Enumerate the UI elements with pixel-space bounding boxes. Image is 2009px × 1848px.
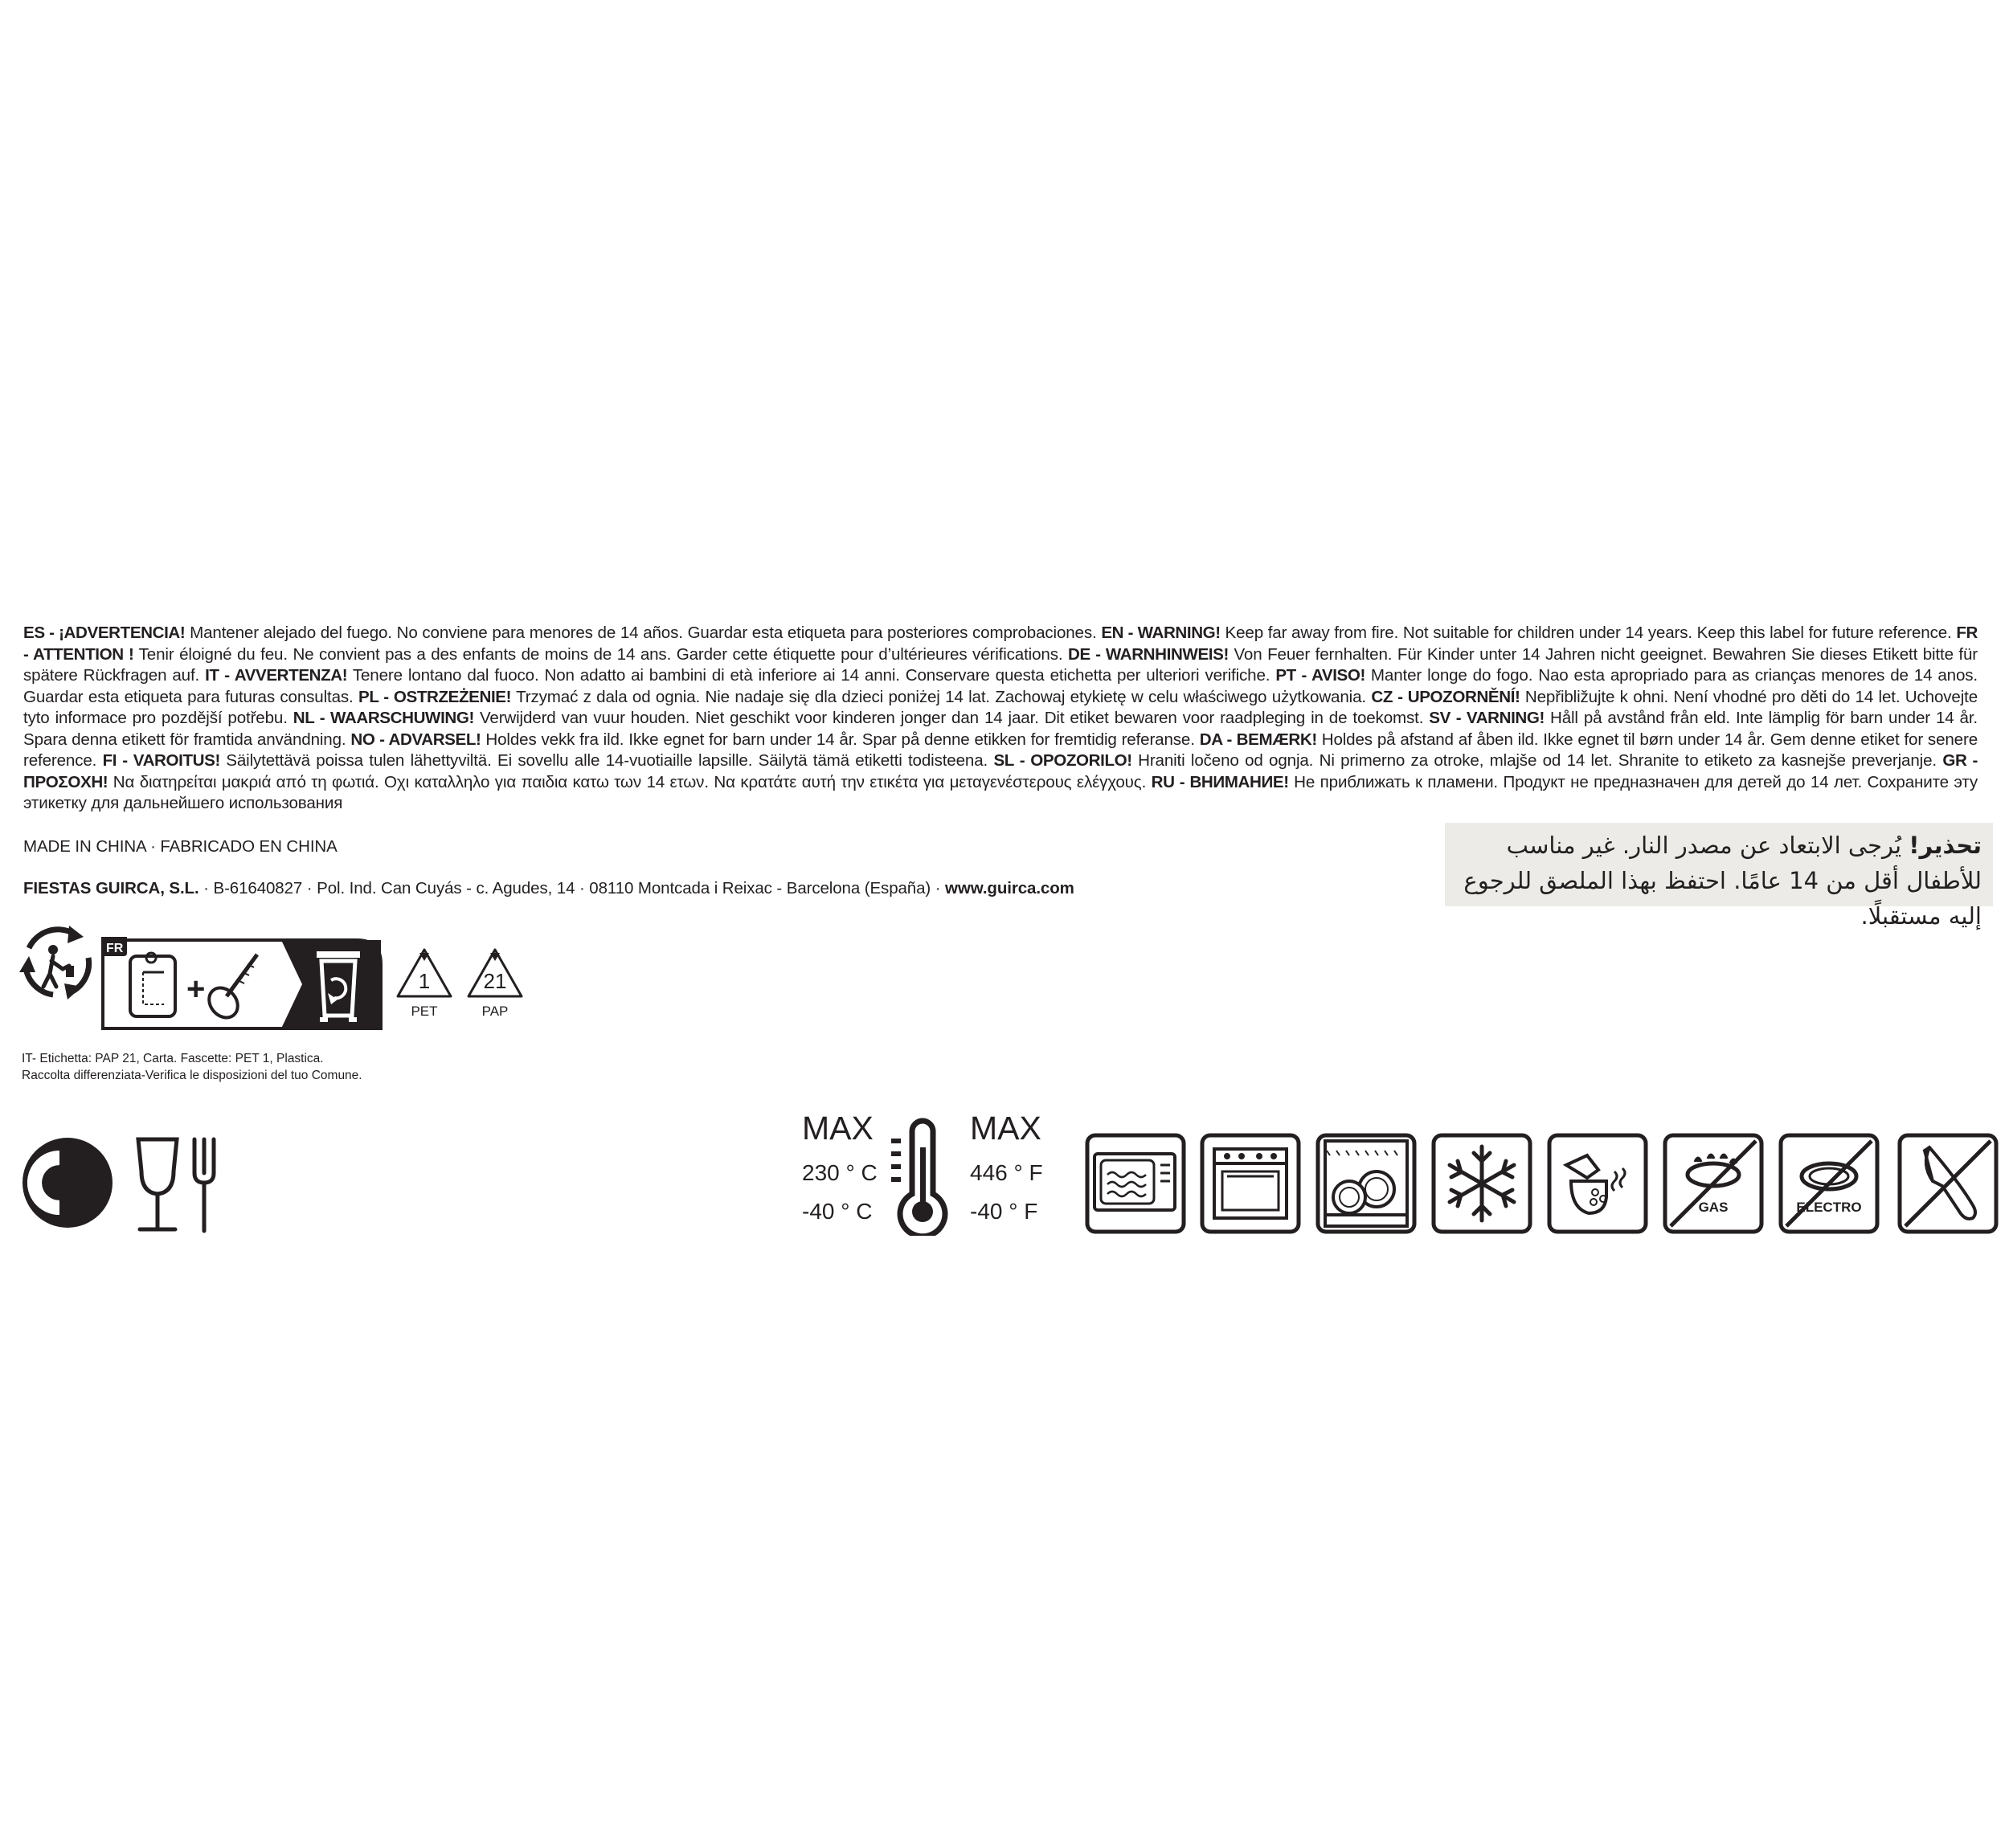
warning-text-sl: Hraniti ločeno od ognja. Ni primerno za otroke, mlajše od 14 let. Shranite to etiketo za kasnejše preverjanje. <box>1131 751 1943 770</box>
freezer-icon <box>1434 1135 1530 1232</box>
pap-label: PAP <box>481 1004 509 1019</box>
temp-max-fahrenheit: 446 ° F <box>970 1160 1043 1185</box>
no-knife-icon <box>1900 1135 1996 1232</box>
food-safe-icon <box>138 1139 214 1231</box>
warning-label-fr: FR - ATTENTION ! <box>23 623 1978 664</box>
arabic-warning-label: تحذير! <box>1909 832 1982 859</box>
temp-max-celsius: 230 ° C <box>802 1160 878 1185</box>
warning-text-fr: Tenir éloigné du feu. Ne convient pas a des enfants de moins de 14 ans. Garder cette étiquette pour d’ultérieures vérifications. <box>133 644 1068 664</box>
pap-code: 21 <box>483 969 507 993</box>
warning-text-da: Holdes på afstand af åben ild. Ikke egnet til børn under 14 år. Gem denne etiket for senere reference. <box>23 730 1978 770</box>
warning-label-pt: PT - AVISO! <box>1275 666 1365 685</box>
temp-min-celsius: -40 ° C <box>802 1199 873 1224</box>
arabic-warning-text <box>1451 828 1982 934</box>
company-details: · B-61640827 · Pol. Ind. Can Cuyás - c. Agudes, 14 · 08110 Montcada i Reixac - Barcelona (España) · <box>198 879 946 897</box>
microwave-icon <box>1087 1135 1184 1232</box>
warning-text-en: Keep far away from fire. Not suitable for children under 14 years. Keep this label for future reference. <box>1220 623 1957 642</box>
tidyman-recycle-icon <box>19 926 89 1000</box>
warning-text-cz: Nepřibližujte k ohni. Není vhodné pro děti do 14 let. Uchovejte tyto informace pro pozdější potřebu. <box>23 687 1978 727</box>
pet-code: 1 <box>418 969 431 993</box>
italy-recycling-note <box>22 1050 362 1084</box>
warning-label-de: DE - WARNHINWEIS! <box>1067 644 1229 664</box>
warning-text-no: Holdes vekk fra ild. Ikke egnet for barn under 14 år. Spar på denne etikken for fremtidig referanse. <box>481 730 1200 749</box>
usage-icons-row <box>1081 1129 2005 1237</box>
temp-min-fahrenheit: -40 ° F <box>970 1199 1038 1224</box>
plus-sign: + <box>186 971 206 1007</box>
temp-max-label-celsius: MAX <box>802 1110 874 1147</box>
warning-label-fi: FI - VAROITUS! <box>102 751 220 770</box>
thermometer-icon <box>888 1115 952 1236</box>
recycling-info-graphic <box>16 916 530 1036</box>
gas-label: GAS <box>1698 1200 1729 1215</box>
hand-wash-icon <box>1549 1135 1646 1232</box>
italy-note-line-2: Raccolta differenziata-Verifica le disposizioni del tuo Comune. <box>22 1069 362 1082</box>
warning-label-en: EN - WARNING! <box>1101 623 1221 642</box>
oven-icon <box>1202 1135 1299 1232</box>
warning-text-fi: Säilytettävä poissa tulen lähettyviltä. Ei sovellu alle 14-vuotiaille lapsille. Säilytä tämä etiketti todisteena. <box>219 751 994 770</box>
fr-tag: FR <box>106 942 124 955</box>
arabic-warning-body: يُرجى الابتعاد عن مصدر النار. غير مناسب للأطفال أقل من 14 عامًا. احتفظ بهذا الملصق للرجوع إليه مستقبلًا. <box>1463 832 1982 930</box>
warning-text-es: Mantener alejado del fuego. No conviene para menores de 14 años. Guardar esta etiqueta para posteriores comprobaciones. <box>185 623 1102 642</box>
warning-text-de: Von Feuer fernhalten. Für Kinder unter 14 Jahren nicht geeignet. Bewahren Sie dieses Etikett bitte für spätere Rückfragen auf. <box>23 644 1978 685</box>
warning-label-it: IT - AVVERTENZA! <box>205 666 348 685</box>
country-of-origin: MADE IN CHINA · FABRICADO EN CHINA <box>23 837 338 856</box>
warning-label-da: DA - BEMÆRK! <box>1199 730 1317 749</box>
arabic-warning-box <box>1445 823 1993 930</box>
warning-label-cz: CZ - UPOZORNĚNÍ! <box>1371 687 1520 706</box>
label-sheet-icon <box>130 953 175 1016</box>
pet-1-recycling-icon <box>398 950 451 1019</box>
fr-triman-panel <box>101 937 381 1028</box>
warning-label-nl: NL - WAARSCHUWING! <box>293 709 474 727</box>
left-symbols <box>16 1133 233 1237</box>
pet-label: PET <box>411 1004 438 1019</box>
italy-note-line-1: IT- Etichetta: PAP 21, Carta. Fascette: PET 1, Plastica. <box>22 1052 324 1065</box>
warning-label-no: NO - ADVARSEL! <box>350 730 481 749</box>
no-electric-icon <box>1781 1135 1877 1232</box>
warning-label-sv: SV - VARNING! <box>1429 709 1545 727</box>
green-dot-icon <box>23 1138 113 1228</box>
company-address <box>23 879 1074 898</box>
company-website: www.guirca.com <box>945 879 1074 897</box>
pap-21-recycling-icon <box>468 950 522 1019</box>
electro-label: ELECTRO <box>1796 1200 1862 1215</box>
multilingual-warning-text <box>23 623 1978 815</box>
temp-max-label-fahrenheit: MAX <box>970 1110 1041 1147</box>
warning-text-ru: Не приближать к пламени. Продукт не предназначен для детей до 14 лет. Сохраните эту этикетку для дальнейшего использования <box>23 772 1978 812</box>
warning-text-nl: Verwijderd van vuur houden. Niet geschikt voor kinderen jonger dan 14 jaar. Dit etiket bewaren voor raadpleging in de toekomst. <box>473 709 1430 727</box>
warning-text-gr: Να διατηρείται μακριά από τη φωτιά. Οχι καταλληλο για παιδια κατω των 14 ετων. Να κρατάτε αυτή την ετικέτα για μεταγενέστερους ελέγχους. <box>108 772 1152 791</box>
no-gas-icon <box>1665 1135 1761 1232</box>
dishwasher-icon <box>1318 1135 1414 1232</box>
warning-label-ru: RU - ВНИМАНИЕ! <box>1151 772 1289 791</box>
warning-text-sv: Håll på avstånd från eld. Inte lämplig för barn under 14 år. Spara denna etikett för framtida användning. <box>23 709 1978 749</box>
company-name: FIESTAS GUIRCA, S.L. <box>23 879 199 897</box>
warning-label-sl: SL - OPOZORILO! <box>993 751 1132 770</box>
warning-label-es: ES - ¡ADVERTENCIA! <box>23 623 186 642</box>
band-loop-icon <box>203 955 257 1024</box>
warning-text-pt: Manter longe do fogo. Nao esta apropriado para as crianças menores de 14 anos. Guardar esta etiqueta para futuras consultas. <box>23 666 1978 706</box>
warning-text-it: Tenere lontano dal fuoco. Non adatto ai bambini di età inferiore ai 14 anni. Conservare questa etichetta per ulteriori verifiche. <box>347 666 1276 685</box>
warning-text-pl: Trzymać z dala od ognia. Nie nadaje się dla dzieci poniżej 14 lat. Zachowaj etykietę w celu właściwego użytkowania. <box>511 687 1372 706</box>
warning-label-gr: GR - ΠΡΟΣΟΧΗ! <box>23 751 1978 791</box>
warning-label-pl: PL - OSTRZEŻENIE! <box>358 687 512 706</box>
